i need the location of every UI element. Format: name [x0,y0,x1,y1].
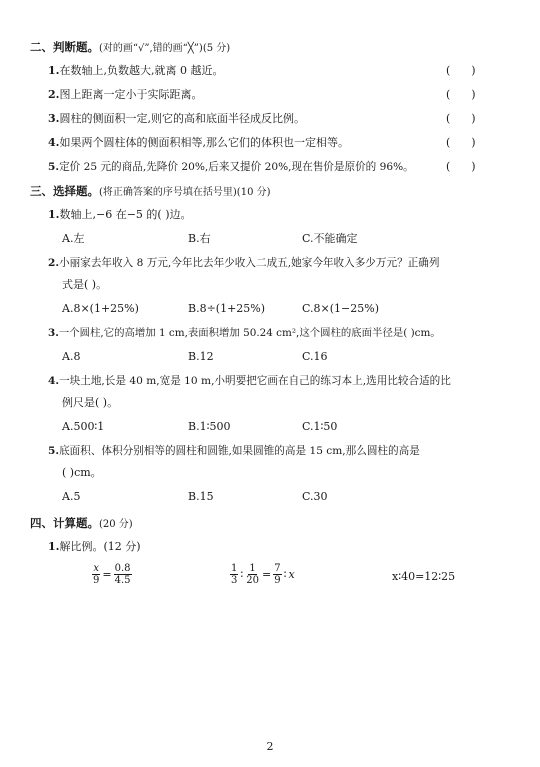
answer-blank[interactable]: ( ) [446,112,476,125]
section-heading-calculation [30,516,133,532]
question-text: 图上距离一定小于实际距离。 [59,88,203,101]
question-text: 底面积、体积分别相等的圆柱和圆锥,如果圆锥的高是 15 cm,那么圆柱的高是 [59,445,420,457]
option-a[interactable]: A.8 [62,350,81,363]
equation-1 [92,563,132,586]
judgement-item-1 [48,64,223,78]
question-text: 如果两个圆柱体的侧面积相等,那么它们的体积也一定相等。 [59,136,349,149]
question-number: 1. [48,208,60,221]
question-number: 2. [48,257,60,269]
ratio-colon: ∶ [240,567,244,581]
option-c[interactable]: C.30 [302,490,328,503]
section-instructions: (20 分) [99,519,133,530]
question-text: 定价 25 元的商品,先降价 20%,后来又提价 20%,现在售价是原价的 96%。 [59,161,414,173]
answer-blank[interactable]: ( ) [446,160,476,173]
fraction: $\frac{0.8}{4.5}$ [114,563,131,586]
fraction: $\frac{1}{20}$ [246,563,259,586]
page-number: 2 [266,740,274,753]
question-number: 3. [48,112,60,125]
section-heading-choice [30,184,271,200]
section-instructions: (将正确答案的序号填在括号里)(10 分) [99,187,271,198]
question-number: 5. [48,161,60,173]
option-c[interactable]: C.8×(1−25%) [302,302,379,315]
option-c[interactable]: C.16 [302,350,328,363]
choice-question-4 [48,374,451,388]
question-number: 2. [48,88,60,101]
question-text: 在数轴上,负数越大,就离 0 越近。 [59,64,224,77]
question-number: 4. [48,136,60,149]
choice-question-5 [48,444,420,458]
answer-blank[interactable]: ( ) [446,64,476,77]
choice-question-1 [48,208,191,222]
answer-blank[interactable]: ( ) [446,88,476,101]
option-c[interactable]: C.不能确定 [302,232,358,245]
section-heading-judgement [30,40,230,56]
question-text: 小丽家去年收入 8 万元,今年比去年少收入二成五,她家今年收入多少万元？正确列 [59,257,440,269]
equals-sign: = [102,567,112,581]
question-number: 1. [48,64,60,77]
calc-question-1 [48,540,141,554]
option-a[interactable]: A.500∶1 [62,420,105,433]
option-b[interactable]: B.8÷(1+25%) [188,302,266,315]
option-b[interactable]: B.15 [188,490,214,503]
question-text-continued: ( )cm。 [62,466,102,479]
question-text: 圆柱的侧面积一定,则它的高和底面半径成反比例。 [59,112,305,125]
option-a[interactable]: A.5 [62,490,81,503]
option-b[interactable]: B.右 [188,232,211,245]
question-text-continued: 例尺是( )。 [62,396,119,409]
ratio-colon: ∶ [283,567,287,581]
question-text: 一块土地,长是 40 m,宽是 10 m,小明要把它画在自己的练习本上,选用比较合适的比 [59,375,451,387]
question-number: 4. [48,375,60,387]
equation-3: x∶40=12∶25 [392,570,456,583]
section-title: 二、判断题。 [30,40,99,54]
judgement-item-5 [48,160,414,174]
answer-blank[interactable]: ( ) [446,136,476,149]
question-text-continued: 式是( )。 [62,278,108,291]
equals-sign: = [261,567,272,581]
judgement-item-4 [48,136,349,150]
question-number: 5. [48,445,60,457]
choice-question-3 [48,326,441,340]
fraction: $\frac{1}{3}$ [231,563,238,586]
choice-question-2 [48,256,439,270]
fraction: $\frac{x}{9}$ [93,563,100,586]
variable-x: x [288,567,295,581]
section-instructions: (对的画“√”,错的画“╳”)(5 分) [99,43,231,54]
question-number: 3. [48,327,59,339]
option-c[interactable]: C.1∶50 [302,420,338,433]
option-b[interactable]: B.1∶500 [188,420,231,433]
question-text: 数轴上,−6 在−5 的( )边。 [59,208,192,221]
option-a[interactable]: A.8×(1+25%) [62,302,139,315]
judgement-item-2 [48,88,202,102]
option-b[interactable]: B.12 [188,350,214,363]
question-text: 一个圆柱,它的高增加 1 cm,表面积增加 50.24 cm²,这个圆柱的底面半径是( )cm。 [58,327,441,339]
judgement-item-3 [48,112,305,126]
section-title: 四、计算题。 [30,516,99,530]
option-a[interactable]: A.左 [62,232,85,245]
fraction: $\frac{7}{9}$ [274,563,281,586]
question-number: 1. [48,540,60,553]
section-title: 三、选择题。 [30,184,99,198]
equation-2 [230,563,295,586]
question-text: 解比例。(12 分) [59,540,141,553]
